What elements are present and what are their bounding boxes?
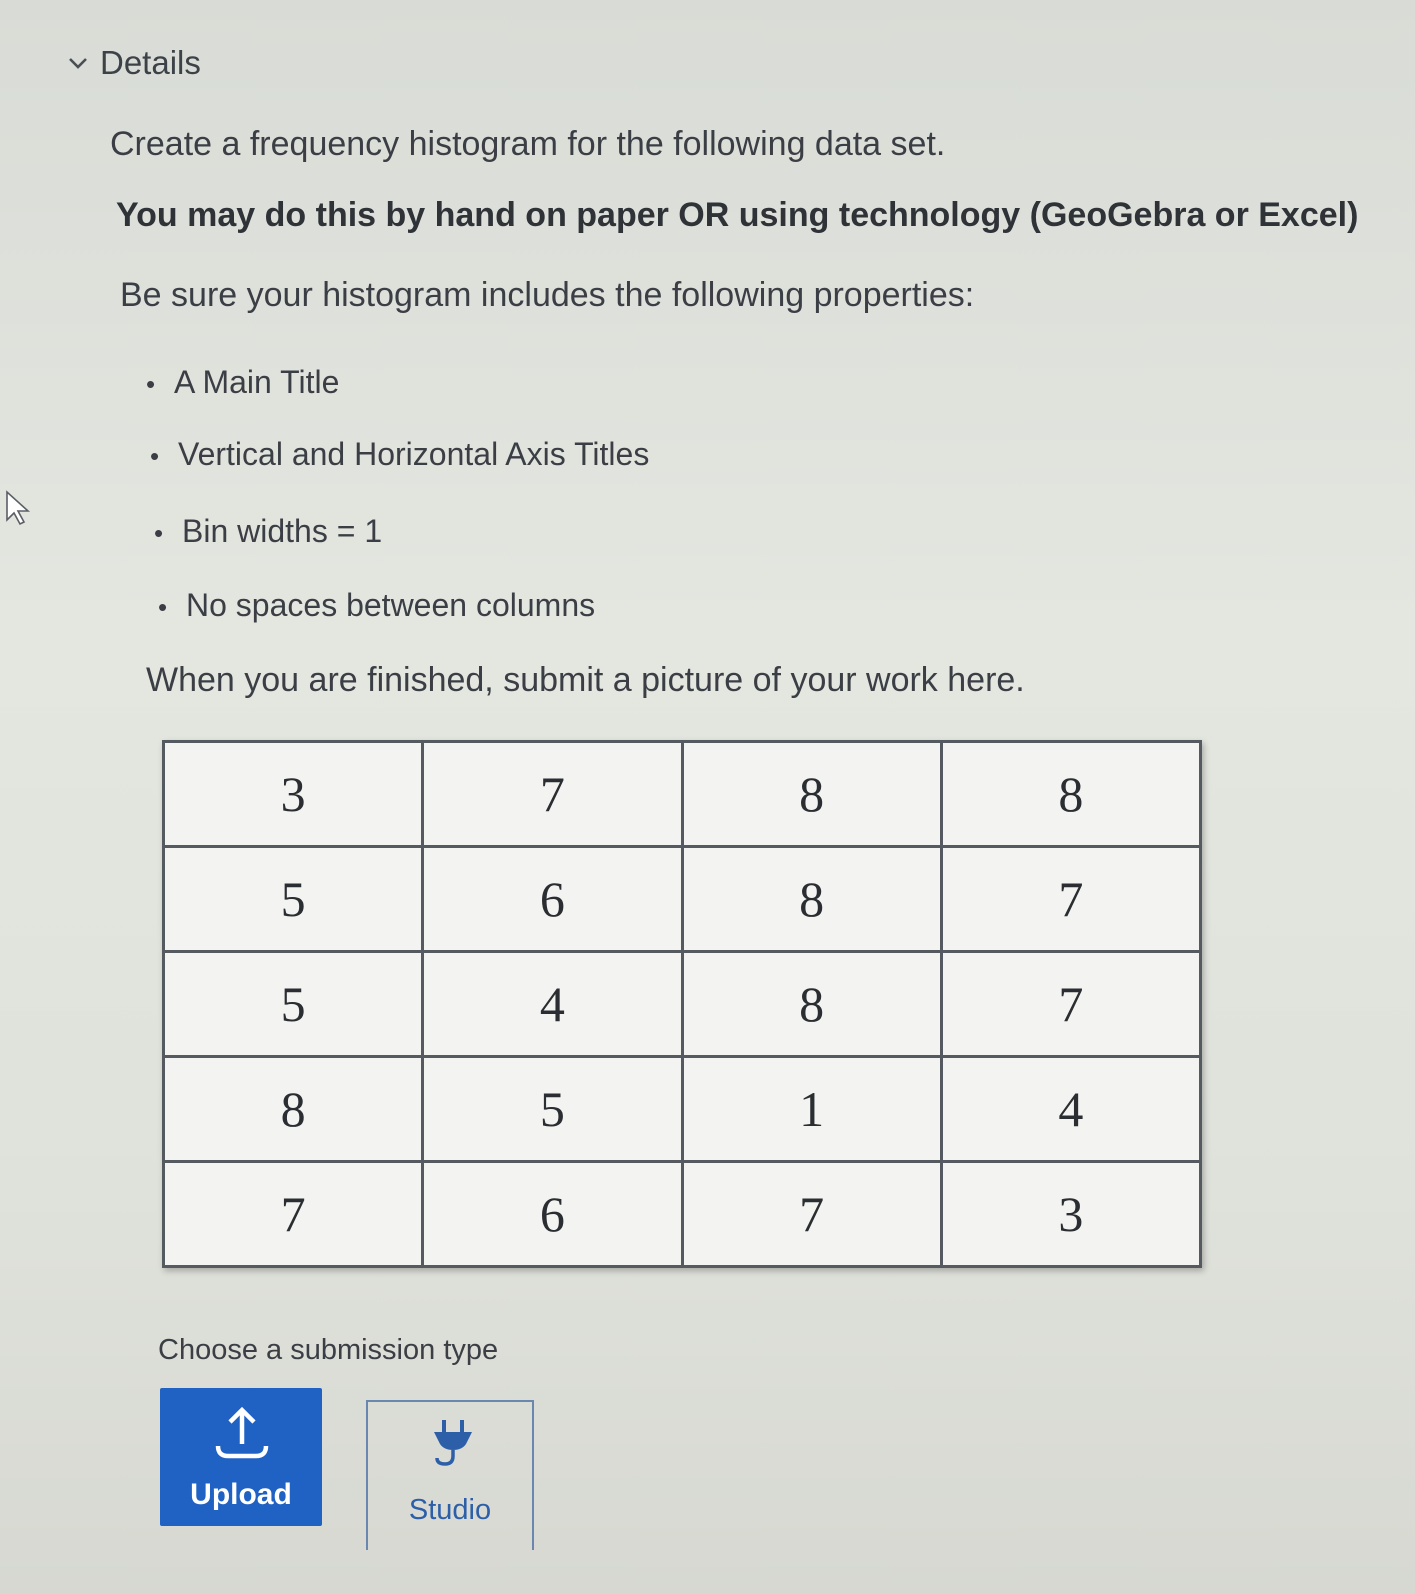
table-cell: 5 xyxy=(423,1057,682,1162)
property-item: • Vertical and Horizontal Axis Titles xyxy=(150,436,649,473)
upload-icon xyxy=(212,1404,272,1464)
upload-button[interactable] xyxy=(160,1388,322,1526)
table-cell: 8 xyxy=(682,952,941,1057)
chevron-down-icon xyxy=(66,51,90,75)
instruction-method: You may do this by hand on paper OR using technology (GeoGebra or Excel) xyxy=(116,196,1359,234)
table-cell: 1 xyxy=(682,1057,941,1162)
table-row xyxy=(164,952,1201,1057)
table-cell: 7 xyxy=(423,742,682,847)
table-cell: 7 xyxy=(941,952,1200,1057)
details-label: Details xyxy=(100,44,201,81)
table-cell: 8 xyxy=(682,742,941,847)
studio-label: Studio xyxy=(408,1494,492,1526)
table-cell: 4 xyxy=(423,952,682,1057)
property-item: • A Main Title xyxy=(146,364,339,401)
table-row xyxy=(164,742,1201,847)
instruction-intro: Create a frequency histogram for the following data set. xyxy=(110,125,946,163)
property-item: • Bin widths = 1 xyxy=(154,513,382,550)
mouse-cursor-icon xyxy=(4,490,32,526)
properties-heading: Be sure your histogram includes the following properties: xyxy=(120,276,975,314)
property-item: • No spaces between columns xyxy=(158,587,595,624)
table-cell: 8 xyxy=(682,847,941,952)
table-cell: 7 xyxy=(164,1162,423,1267)
table-row xyxy=(164,1162,1201,1267)
table-cell: 3 xyxy=(941,1162,1200,1267)
table-cell: 5 xyxy=(164,847,423,952)
table-cell: 8 xyxy=(941,742,1200,847)
table-cell: 8 xyxy=(164,1057,423,1162)
studio-plug-icon xyxy=(426,1418,480,1472)
submission-type-label: Choose a submission type xyxy=(158,1334,499,1366)
table-row xyxy=(164,1057,1201,1162)
table-cell: 7 xyxy=(941,847,1200,952)
table-cell: 5 xyxy=(164,952,423,1057)
table-cell: 3 xyxy=(164,742,423,847)
table-cell: 7 xyxy=(682,1162,941,1267)
studio-button[interactable] xyxy=(366,1400,534,1550)
table-cell: 6 xyxy=(423,1162,682,1267)
details-toggle[interactable] xyxy=(66,44,201,82)
upload-label: Upload xyxy=(190,1478,292,1511)
table-cell: 6 xyxy=(423,847,682,952)
table-cell: 4 xyxy=(941,1057,1200,1162)
table-row xyxy=(164,847,1201,952)
data-set-table xyxy=(162,740,1202,1268)
instruction-finish: When you are finished, submit a picture of your work here. xyxy=(146,661,1025,699)
